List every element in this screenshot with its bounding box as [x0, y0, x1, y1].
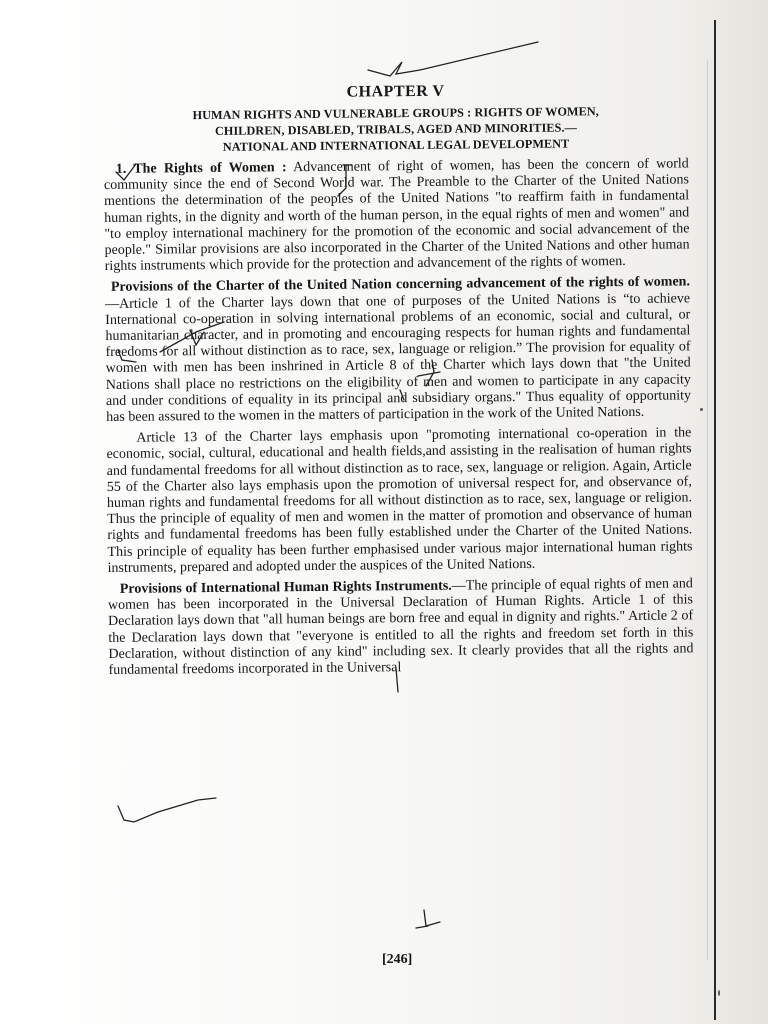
paragraph-text: Article 13 of the Charter lays emphasis upon "promoting international co-operation in the economic, social, cultural, educational and health fields,and assisting in the realisation of human rights and fundamental freedoms for all without distinction as to race, sex, language or religion. Again, Article 55 of the Charter also lays emphasis upon the promotion of universal respect for, and observance of, human rights and fundamental freedoms for all without distinction as to race, sex, language or religion. Thus the principle of equality of men and women in the matter of promotion and observance of human rights and fundamental freedoms has been fully established under the Charter of the United Nations. This principle of equality has been further emphasised under various major international human rights instruments, prepared and adopted under the auspices of the United Nations.: [106, 425, 693, 576]
paragraph-text: —The principle of equal rights of men and women has been incorporated in the Universal Declaration of Human Rights. Article 1 of this Declaration lays down that "all human beings are born free and equal in dignity and rights." Article 2 of the Declaration lays down that "everyone is entitled to all the rights and freedom set forth in this Declaration, without distinction of any kind" including sex. It clearly provides that all the rights and fundamental freedoms incorporated in the Universal: [107, 576, 694, 679]
pen-tick-mark: [118, 798, 216, 822]
paragraph-rights-of-women: [104, 156, 690, 275]
section-heading: 1. The Rights of Women :: [115, 160, 287, 177]
subtitle-line: HUMAN RIGHTS AND VULNERABLE GROUPS : RIGHTS OF WOMEN,: [192, 104, 599, 123]
subtitle-line: NATIONAL AND INTERNATIONAL LEGAL DEVELOPMENT: [222, 136, 570, 154]
paragraph-article-13: [106, 426, 692, 577]
chapter-subtitle: [103, 102, 688, 156]
paragraph-text: Advancement of right of women, has been the concern of world community since the end of Second World war. The Preamble to the Charter of the United Nations mentions the determination of the peoples of the United Nations "to reaffirm faith in fundamental human rights, in the dignity and worth of the human person, in the equal rights of men and women" and "to employ international machinery for the promotion of the economic and social advancement of the people." Similar provisions are also incorporated in the Charter of the United Nations and other human rights instruments which provide for the protection and advancement of the rights of women.: [103, 156, 690, 275]
scan-speck: [700, 408, 703, 411]
pen-tick-mark: [368, 42, 538, 76]
page-number: [246]: [382, 952, 413, 967]
page-shadow-line: [707, 60, 708, 960]
page-edge-line: [714, 20, 716, 1020]
pen-underline-mark: [416, 926, 428, 928]
paragraph-text: —Article 1 of the Charter lays down that one of purposes of the United Nations is “to achieve International co-operation in solving international problems of an economic, social and cultural, or humanitarian character, and in promoting and encouraging respects for human rights and fundamental freedoms for all without distinction as to race, sex, language or religion.” The provision for equality of women with men has been inshrined in Article 8 of the Charter which lays down that "the United Nations shall place no restrictions on the eligibility of men and women to participate in any capacity and under conditions of equality in its principal and subsidiary organs." Thus equality of opportunity has been assured to the women in the matters of participation in the work of the United Nations.: [105, 290, 692, 426]
pen-bracket-mark: [424, 910, 440, 926]
paragraph-hr-instruments: [108, 576, 694, 679]
scan-speck: [718, 990, 720, 996]
page-content: [103, 80, 694, 684]
chapter-heading: CHAPTER V: [346, 82, 445, 101]
section-heading: Provisions of International Human Rights Instruments.: [119, 578, 452, 597]
section-heading: Provisions of the Charter of the United Nation concerning advancement of the rights of women.: [110, 274, 690, 296]
paragraph-charter-provisions: [105, 275, 691, 426]
subtitle-line: CHILDREN, DISABLED, TRIBALS, AGED AND MINORITIES.—: [214, 120, 578, 138]
